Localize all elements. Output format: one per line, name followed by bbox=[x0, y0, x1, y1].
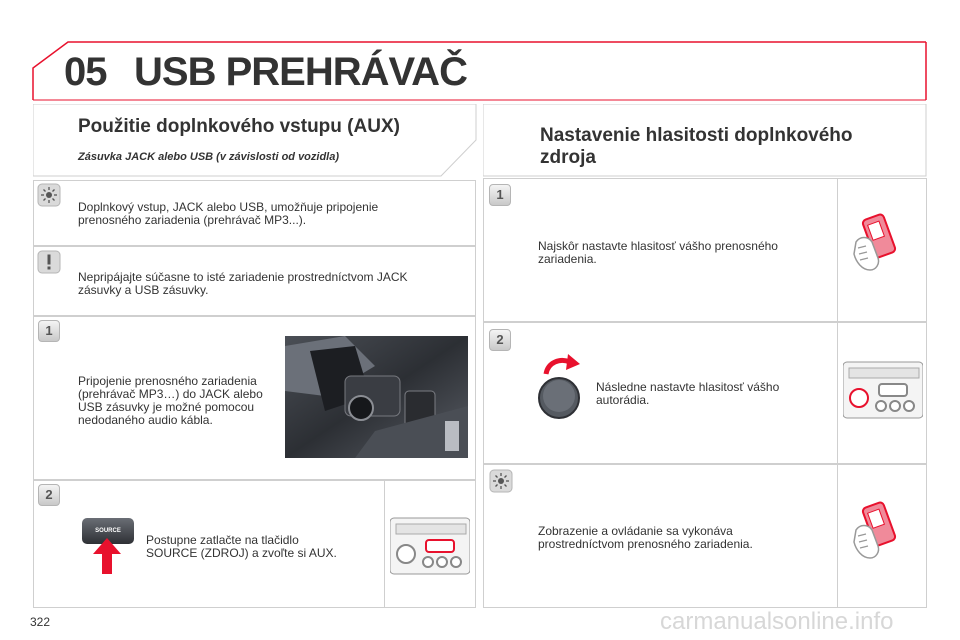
chapter-number: 05 bbox=[64, 50, 107, 94]
left-section-subtitle: Zásuvka JACK alebo USB (v závislosti od vozidla) bbox=[78, 151, 340, 163]
text-line: Zobrazenie a ovládanie sa vykonáva bbox=[538, 524, 733, 538]
radio-unit-illustration bbox=[843, 358, 923, 422]
text-line: Pripojenie prenosného zariadenia bbox=[78, 374, 257, 388]
chapter-title: USB PREHRÁVAČ bbox=[134, 50, 467, 94]
text-line: Postupne zatlačte na tlačidlo bbox=[146, 533, 299, 547]
step-badge-2: 2 bbox=[489, 329, 511, 351]
step-badge-2: 2 bbox=[38, 484, 60, 506]
right-row2-text bbox=[596, 381, 779, 407]
hand-device-icon bbox=[850, 500, 900, 562]
right-row1-text bbox=[538, 240, 778, 266]
hand-device-icon bbox=[850, 212, 900, 274]
title-line: Nastavenie hlasitosti doplnkového bbox=[540, 125, 853, 146]
text-line: Následne nastavte hlasitosť vášho bbox=[596, 380, 780, 394]
text-line: prostredníctvom prenosného zariadenia. bbox=[538, 537, 753, 551]
text-line: SOURCE (ZDROJ) a zvoľte si AUX. bbox=[146, 546, 337, 560]
source-button-label: SOURCE bbox=[95, 528, 121, 534]
left-row4-text bbox=[146, 534, 337, 560]
left-row1-text bbox=[78, 201, 378, 227]
right-row1-divider bbox=[837, 178, 838, 322]
text-line: Nepripájajte súčasne to isté zariadenie prostredníctvom JACK bbox=[78, 270, 408, 284]
left-row4-divider bbox=[384, 480, 385, 608]
step-badge-1: 1 bbox=[489, 184, 511, 206]
right-row3-text bbox=[538, 525, 753, 551]
press-arrow-icon bbox=[92, 538, 122, 574]
page-number: 322 bbox=[30, 615, 51, 629]
tip-icon bbox=[489, 469, 513, 493]
right-row3-divider bbox=[837, 464, 838, 608]
text-line: USB zásuvky je možné pomocou bbox=[78, 400, 255, 414]
left-row2-text bbox=[78, 271, 408, 297]
text-line: autorádia. bbox=[596, 393, 650, 407]
aux-socket-photo bbox=[285, 336, 468, 458]
right-row2-divider bbox=[837, 322, 838, 464]
text-line: zásuvky a USB zásuvky. bbox=[78, 283, 209, 297]
watermark: carmanualsonline.info bbox=[660, 608, 894, 635]
left-row3-text bbox=[78, 375, 263, 427]
warning-icon bbox=[37, 250, 61, 274]
text-line: Doplnkový vstup, JACK alebo USB, umožňuje pripojenie bbox=[78, 200, 379, 214]
text-line: nedodaného audio kábla. bbox=[78, 413, 213, 427]
volume-knob-icon[interactable] bbox=[534, 352, 584, 420]
step-badge-1: 1 bbox=[38, 320, 60, 342]
right-section-title bbox=[540, 125, 853, 169]
left-section-title: Použitie doplnkového vstupu (AUX) bbox=[78, 116, 400, 137]
radio-unit-illustration bbox=[390, 514, 470, 578]
tip-icon bbox=[37, 183, 61, 207]
text-line: Najskôr nastavte hlasitosť vášho prenosného bbox=[538, 239, 778, 253]
text-line: prenosného zariadenia (prehrávač MP3...). bbox=[78, 213, 307, 227]
text-line: (prehrávač MP3…) do JACK alebo bbox=[78, 387, 263, 401]
text-line: zariadenia. bbox=[538, 252, 597, 266]
title-line: zdroja bbox=[540, 147, 596, 168]
